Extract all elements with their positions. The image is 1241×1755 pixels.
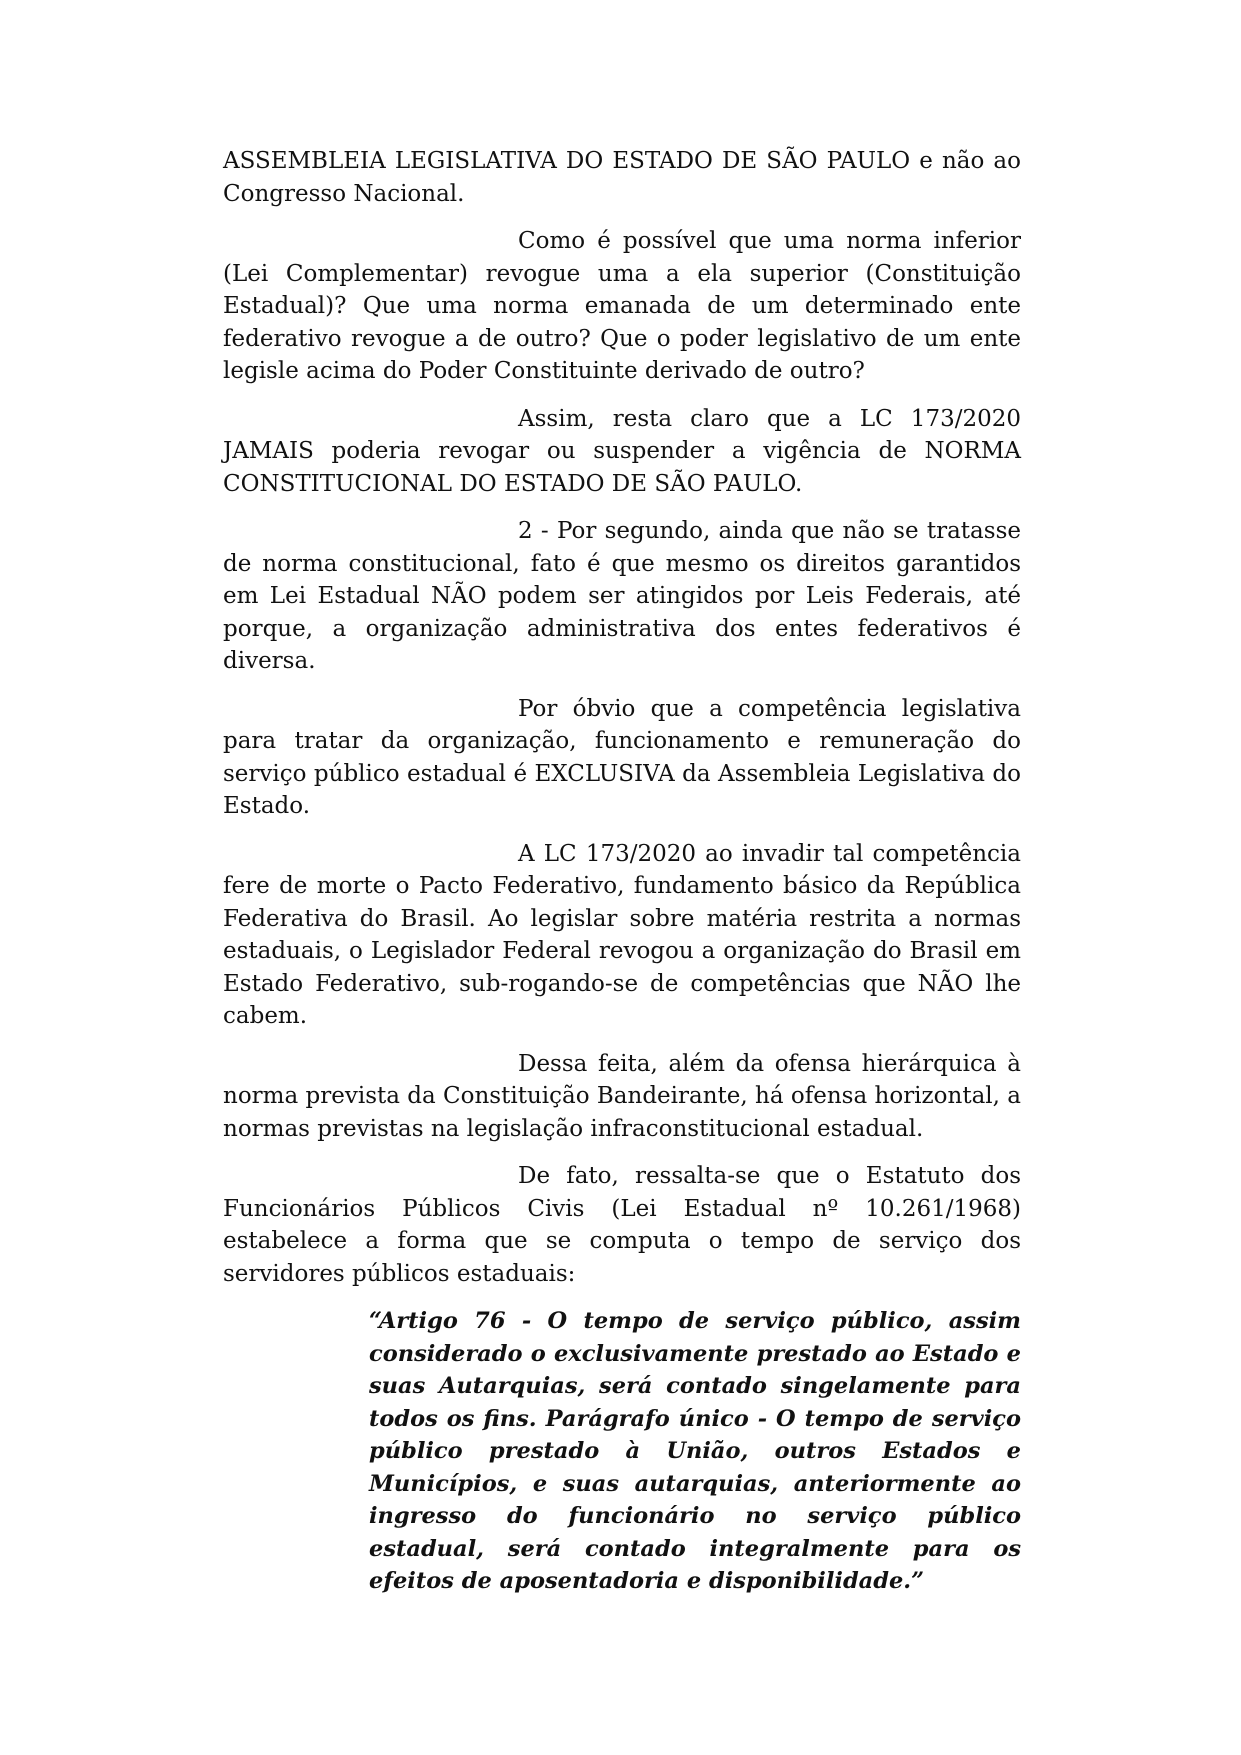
paragraph-8: De fato, ressalta-se que o Estatuto dos Funcionários Públicos Civis (Lei Estadual nº 10.261/1968) estabelece a forma que se computa o tempo de serviço dos servidores públicos estaduais: <box>223 1163 1021 1287</box>
paragraph-7: Dessa feita, além da ofensa hierárquica à norma prevista da Constituição Bandeirante, há ofensa horizontal, a normas previstas na legislação infraconstitucional estadual. <box>223 1050 1021 1142</box>
paragraph-5: Por óbvio que a competência legislativa para tratar da organização, funcionamento e remuneração do serviço público estadual é EXCLUSIVA da Assembleia Legislativa do Estado. <box>223 695 1021 819</box>
paragraph-1: ASSEMBLEIA LEGISLATIVA DO ESTADO DE SÃO PAULO e não ao Congresso Nacional. <box>223 148 1021 207</box>
paragraph-2: Como é possível que uma norma inferior (Lei Complementar) revogue uma a ela superior (Constituição Estadual)? Que uma norma emanada de um determinado ente federativo revogue a de outro? Que o poder legislativo de um ente legisle acima do Poder Constituinte derivado de outro? <box>223 228 1021 384</box>
paragraph-4: 2 - Por segundo, ainda que não se tratasse de norma constitucional, fato é que mesmo os direitos garantidos em Lei Estadual NÃO podem ser atingidos por Leis Federais, até porque, a organização administrativa dos entes federativos é diversa. <box>223 518 1021 674</box>
paragraph-3: Assim, resta claro que a LC 173/2020 JAMAIS poderia revogar ou suspender a vigência de NORMA CONSTITUCIONAL DO ESTADO DE SÃO PAULO. <box>223 405 1021 497</box>
document-page <box>223 145 1021 1598</box>
legal-quote-artigo-76: “Artigo 76 - O tempo de serviço público, assim considerado o exclusivamente prestado ao Estado e suas Autarquias, será contado singelamente para todos os fins. Parágrafo único - O tempo de serviço público prestado à União, outros Estados e Municípios, e suas autarquias, anteriormente ao ingresso do funcionário no serviço público estadual, será contado integralmente para os efeitos de aposentadoria e disponibilidade.” <box>369 1308 1021 1594</box>
paragraph-6: A LC 173/2020 ao invadir tal competência fere de morte o Pacto Federativo, fundamento básico da República Federativa do Brasil. Ao legislar sobre matéria restrita a normas estaduais, o Legislador Federal revogou a organização do Brasil em Estado Federativo, sub-rogando-se de competências que NÃO lhe cabem. <box>223 840 1021 1029</box>
